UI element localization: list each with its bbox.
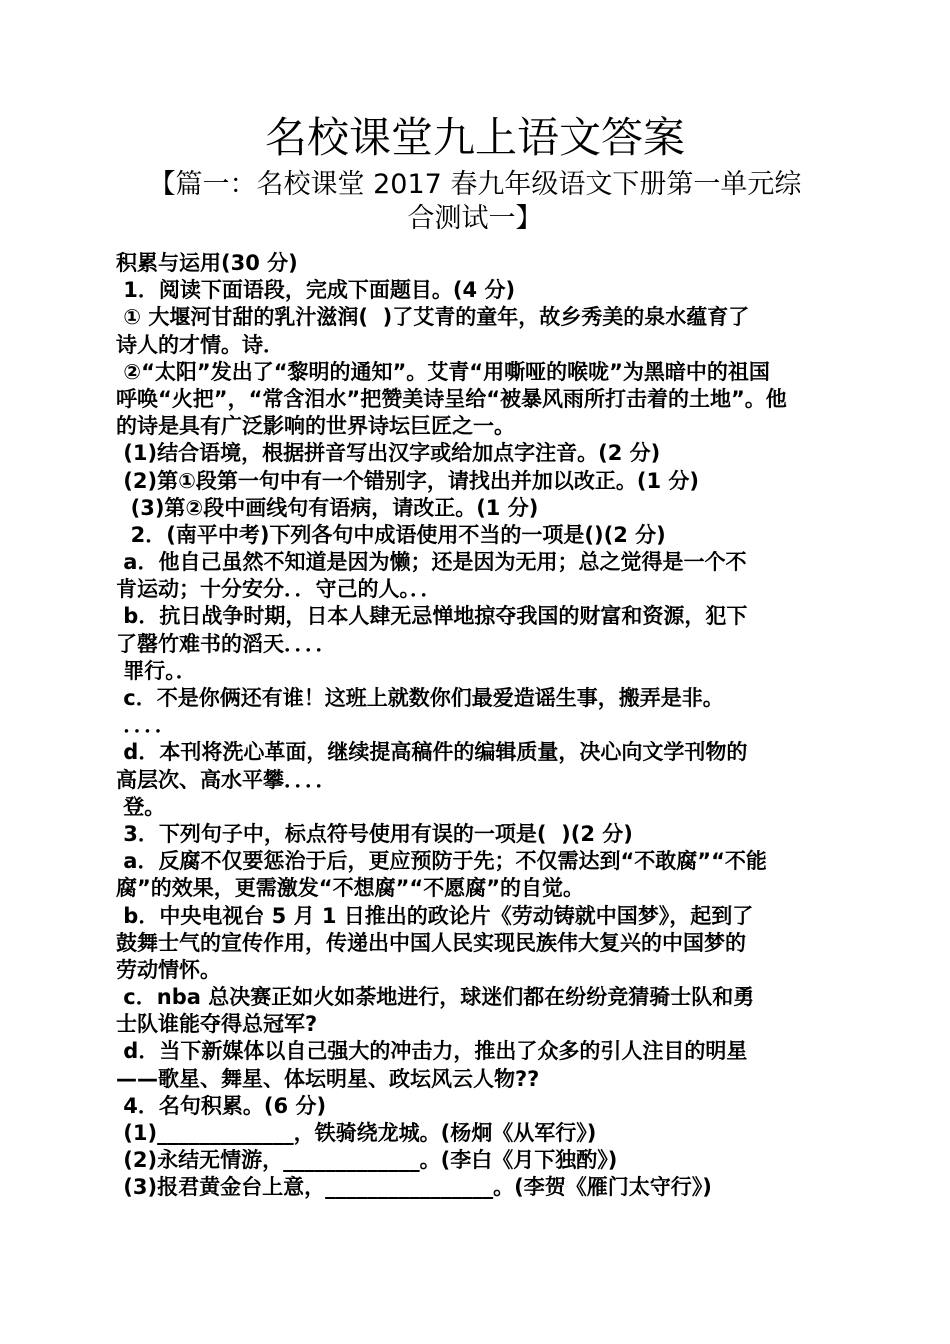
text-line: 劳动情怀。 bbox=[116, 957, 221, 982]
text-line: c．不是你俩还有谁！这班上就数你们最爱造谣生事，搬弄是非。 bbox=[116, 686, 724, 710]
text-line: 罪行。． bbox=[116, 658, 197, 683]
text-line: b．中央电视台 5 月 1 日推出的政论片《劳动铸就中国梦》，起到了 bbox=[116, 903, 754, 928]
page-title: 名校课堂九上语文答案 bbox=[264, 113, 685, 162]
subtitle-line-1: 【篇一：名校课堂 2017 春九年级语文下册第一单元综 bbox=[148, 169, 802, 200]
text-line: 1．阅读下面语段，完成下面题目。(4 分) bbox=[116, 278, 516, 303]
text-line: ——歌星、舞星、体坛明星、政坛风云人物?? bbox=[116, 1066, 540, 1091]
text-line: ① 大堰河甘甜的乳汁滋润( )了艾青的童年，故乡秀美的泉水蕴育了 bbox=[116, 305, 750, 330]
text-line: (3)第②段中画线句有语病，请改正。(1 分) bbox=[116, 495, 539, 520]
text-line: 诗人的才情。诗． bbox=[116, 332, 284, 357]
text-line: (1)_____________，铁骑绕龙城。(杨炯《从军行》) bbox=[116, 1121, 597, 1145]
document-body bbox=[116, 250, 834, 1202]
text-line: 了罄竹难书的滔天．．．． bbox=[116, 631, 337, 656]
text-line: 3．下列句子中，标点符号使用有误的一项是( )(2 分) bbox=[116, 821, 633, 846]
text-line: ．．．． bbox=[116, 713, 176, 738]
text-line: a．反腐不仅要惩治于后，更应预防于先；不仅需达到“不敢腐”“不能 bbox=[116, 849, 767, 874]
text-line: 腐”的效果，更需激发“不想腐”“不愿腐”的自觉。 bbox=[116, 876, 585, 901]
text-line: 高层次、高水平攀．．．． bbox=[116, 767, 337, 792]
text-line: 呼唤“火把”，“常含泪水”把赞美诗呈给“被暴风雨所打击着的土地”。他 bbox=[116, 386, 787, 411]
text-line: (2)永结无情游，_____________。(李白《月下独酌》) bbox=[116, 1148, 618, 1173]
text-line: 士队谁能夺得总冠军? bbox=[116, 1012, 318, 1037]
text-line: d．当下新媒体以自己强大的冲击力，推出了众多的引人注目的明星 bbox=[116, 1039, 748, 1064]
text-line: c．nba 总决赛正如火如荼地进行，球迷们都在纷纷竞猜骑士队和勇 bbox=[116, 985, 755, 1010]
text-line: d．本刊将洗心革面，继续提高稿件的编辑质量，决心向文学刊物的 bbox=[116, 740, 748, 765]
text-line: ②“太阳”发出了“黎明的通知”。艾青“用嘶哑的喉咙”为黑暗中的祖国 bbox=[116, 359, 770, 384]
text-line: (2)第①段第一句中有一个错别字，请找出并加以改正。(1 分) bbox=[116, 468, 700, 493]
text-line: 4．名句积累。(6 分) bbox=[116, 1093, 327, 1118]
text-line: 2．(南平中考)下列各句中成语使用不当的一项是()(2 分) bbox=[116, 522, 666, 547]
text-line: 的诗是具有广泛影响的世界诗坛巨匠之一。 bbox=[116, 414, 515, 439]
text-line: 积累与运用(30 分) bbox=[116, 251, 298, 275]
subtitle-line-2: 合测试一】 bbox=[407, 203, 543, 234]
page-subtitle bbox=[130, 168, 820, 236]
text-line: a．他自己虽然不知道是因为懒；还是因为无用；总之觉得是一个不 bbox=[116, 550, 747, 575]
text-line: (3)报君黄金台上意，________________。(李贺《雁门太守行》) bbox=[116, 1175, 712, 1200]
text-line: b．抗日战争时期，日本人肆无忌惮地掠夺我国的财富和资源，犯下 bbox=[116, 604, 748, 629]
text-line: 鼓舞士气的宣传作用，传递出中国人民实现民族伟大复兴的中国梦的 bbox=[116, 930, 746, 955]
text-line: 登。 bbox=[116, 794, 166, 819]
text-line: 肯运动；十分安分．．守己的人。．． bbox=[116, 577, 442, 602]
text-line: (1)结合语境，根据拼音写出汉字或给加点字注音。(2 分) bbox=[116, 441, 661, 466]
